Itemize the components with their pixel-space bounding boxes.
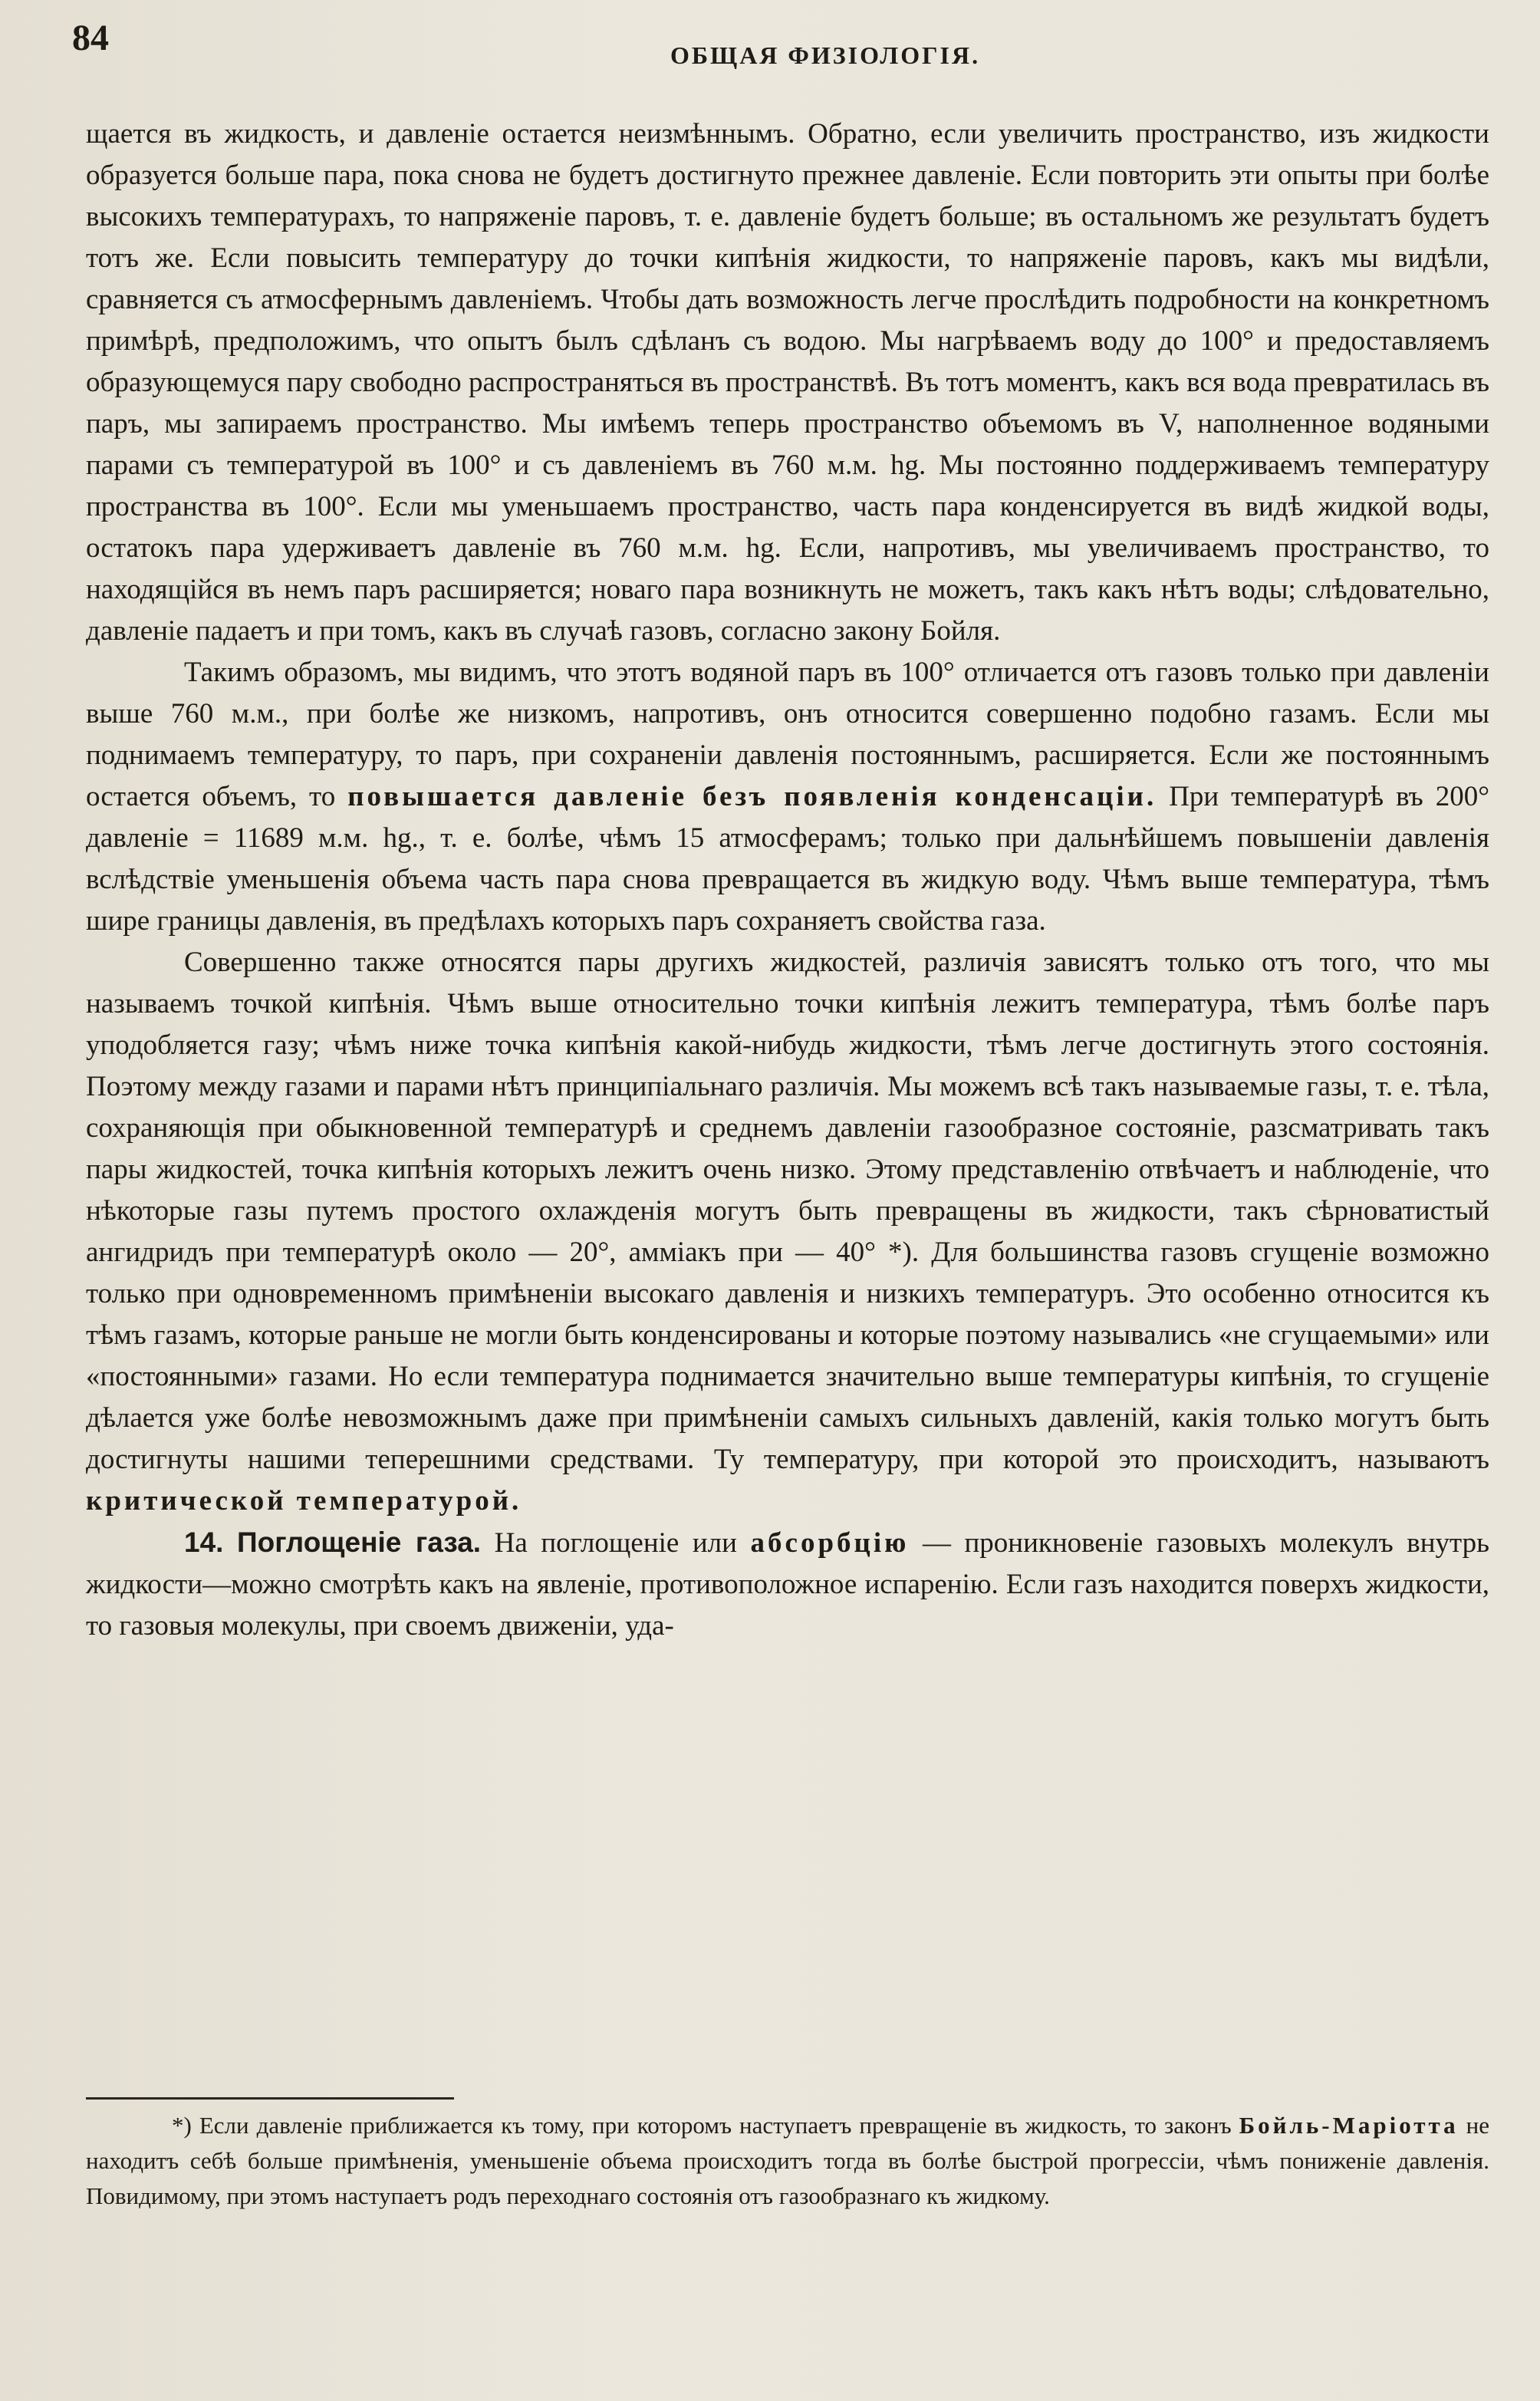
page-number: 84 <box>72 18 109 58</box>
emphasis-pressure-rise: повышается давленіе безъ появленія конденсаціи. <box>347 781 1157 812</box>
section-text-a: На поглощеніе или <box>494 1527 737 1559</box>
footnote-paragraph <box>86 2108 1489 2214</box>
section-title: Поглощеніе газа. <box>237 1527 482 1558</box>
paragraph-other-vapors <box>86 942 1489 1522</box>
paragraph-3-text-a: Совершенно также относятся пары другихъ жидкостей, различія зависятъ только отъ того, что мы называемъ точкой кипѣнія. Чѣмъ выше относительно точки кипѣнія лежитъ температура, тѣмъ болѣе паръ уподобляется газу; чѣмъ ниже точка кипѣнія какой-нибудь жидкости, тѣмъ легче достигнуть этого состоянія. Поэтому между газами и парами нѣтъ принципіальнаго различія. Мы можемъ всѣ такъ называемые газы, т. е. тѣла, сохраняющія при обыкновенной температурѣ и среднемъ давленіи газообразное состояніе, разсматривать такъ пары жидкостей, точка кипѣнія которыхъ лежитъ очень низко. Этому представленію отвѣчаетъ и наблюденіе, что нѣкоторые газы путемъ простого охлажденія могутъ быть превращены въ жидкости, такъ сѣрноватистый ангидридъ при температурѣ около — 20°, амміакъ при — 40° <box>86 947 1489 1268</box>
footnote-text-b: не находитъ себѣ больше примѣненія, уменьшеніе объема происходитъ тогда въ болѣе быстрой прогрессіи, чѣмъ пониженіе давленія. Повидимому, при этомъ наступаетъ родъ переходнаго состоянія отъ газообразнаго къ жидкому. <box>86 2112 1489 2209</box>
footnote <box>86 2108 1489 2214</box>
footnote-marker: *) <box>172 2112 192 2139</box>
section-text-b: — проникновеніе газовыхъ молекулъ внутрь жидкости—можно смотрѣть какъ на явленіе, противоположное испаренію. Если газъ находится поверхъ жидкости, то газовыя молекулы, при своемъ движеніи, уда- <box>86 1527 1490 1642</box>
emphasis-critical-temperature: критической температурой. <box>86 1485 522 1517</box>
footnote-text-a: Если давленіе приближается къ тому, при которомъ наступаетъ превращеніе въ жидкость, то законъ <box>199 2112 1232 2139</box>
footnote-divider <box>86 2097 454 2100</box>
emphasis-boyle-mariotte: Бойль-Маріотта <box>1239 2112 1459 2139</box>
paragraph-2-text-a: Такимъ образомъ, мы видимъ, что этотъ водяной паръ въ 100° отличается отъ газовъ только при давленіи выше 760 м.м., при болѣе же низкомъ, напротивъ, онъ относится совершенно подобно газамъ. Если мы поднимаемъ температуру, то паръ, при сохраненіи давленія постояннымъ, расширяется. Если же постояннымъ остается объемъ, то <box>86 657 1489 812</box>
paragraph-steam-vs-gas <box>86 652 1489 942</box>
paragraph-3-text-b: Для большинства газовъ сгущеніе возможно только при одновременномъ примѣненіи высокаго давленія и низкихъ температуръ. Это особенно относится къ тѣмъ газамъ, которые раньше не могли быть конденсированы и которые поэтому назывались «не сгущаемыми» или «постоянными» газами. Но если температура поднимается значительно выше температуры кипѣнія, то сгущеніе дѣлается уже болѣе невозможнымъ даже при примѣненіи самыхъ сильныхъ давленій, какія только могутъ быть достигнуты нашими теперешними средствами. Ту температуру, при которой это происходитъ, называютъ <box>86 1237 1489 1475</box>
paragraph-1-text: щается въ жидкость, и давленіе остается неизмѣннымъ. Обратно, если увеличить пространство, изъ жидкости образуется больше пара, пока снова не будетъ достигнуто прежнее давленіе. Если повторить эти опыты при болѣе высокихъ температурахъ, то напряженіе паровъ, т. е. давленіе будетъ больше; въ остальномъ же результатъ будетъ тотъ же. Если повысить температуру до точки кипѣнія жидкости, то напряженіе паровъ, какъ мы видѣли, сравняется съ атмосфернымъ давленіемъ. Чтобы дать возможность легче прослѣдить подробности на конкретномъ примѣрѣ, предположимъ, что опытъ былъ сдѣланъ съ водою. Мы нагрѣваемъ воду до 100° и предоставляемъ образующемуся пару свободно распространяться въ пространствѣ. Въ тотъ моментъ, какъ вся вода превратилась въ паръ, мы запираемъ пространство. Мы имѣемъ теперь пространство объемомъ въ V, наполненное водяными парами съ температурой въ 100° и съ давленіемъ въ 760 м.м. hg. Мы постоянно поддерживаемъ температуру пространства въ 100°. Если мы уменьшаемъ пространство, часть пара конденсируется въ видѣ жидкой воды, остатокъ пара удерживаетъ давленіе въ 760 м.м. hg. Если, напротивъ, мы увеличиваемъ пространство, то находящійся въ немъ паръ расширяется; новаго пара возникнуть не можетъ, такъ какъ нѣтъ воды; слѣдовательно, давленіе падаетъ и при томъ, какъ въ случаѣ газовъ, согласно закону Бойля. <box>86 118 1489 647</box>
section-number: 14. <box>184 1527 224 1558</box>
section-14-paragraph <box>86 1522 1489 1647</box>
running-title: ОБЩАЯ ФИЗІОЛОГІЯ. <box>670 41 981 69</box>
paragraph-2-text-b: При температурѣ въ 200° давленіе = 11689 м.м. hg., т. е. болѣе, чѣмъ 15 атмосферамъ; только при дальнѣйшемъ повышеніи давленія вслѣдствіе уменьшенія объема часть пара снова превращается въ жидкую воду. Чѣмъ выше температура, тѣмъ шире границы давленія, въ предѣлахъ которыхъ паръ сохраняетъ свойства газа. <box>86 781 1490 937</box>
page-header <box>72 17 1499 71</box>
paragraph-continuation <box>86 114 1489 652</box>
main-text <box>86 114 1489 1647</box>
footnote-reference: *). <box>875 1237 932 1268</box>
emphasis-absorption: абсорбцію <box>750 1527 910 1559</box>
